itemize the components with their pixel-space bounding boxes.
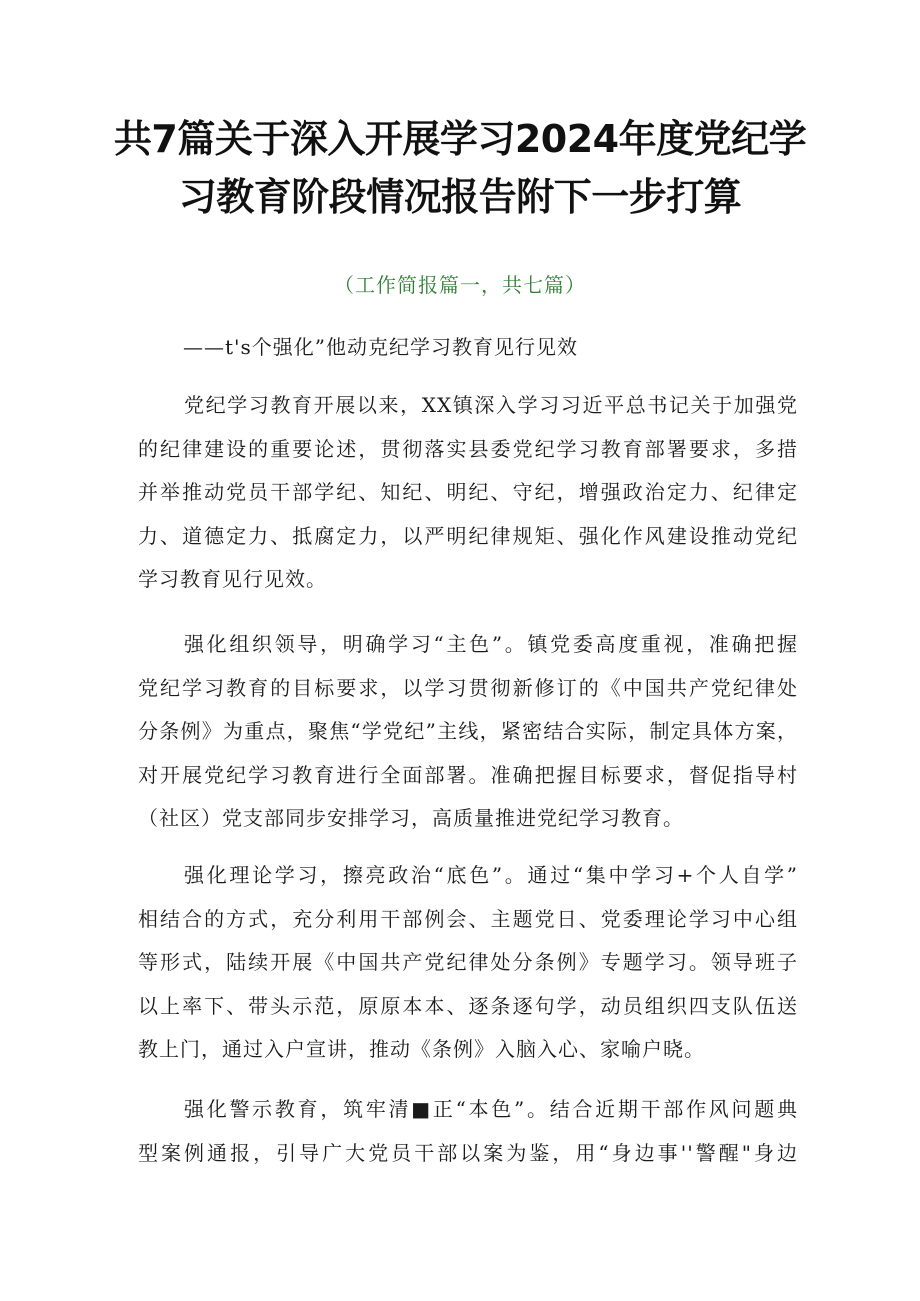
- paragraph-line: 相结合的方式，充分利用干部例会、主题党日、党委理论学习中心组: [138, 906, 798, 931]
- paragraph-line: 并举推动党员干部学纪、知纪、明纪、守纪，增强政治定力、纪律定: [138, 480, 798, 504]
- paragraph-line: 分条例》为重点，聚焦“学党纪”主线，紧密结合实际，制定具体方案，: [138, 719, 798, 743]
- document-subtitle: （工作简报篇一，共七篇）: [334, 273, 586, 297]
- paragraph-intro: [138, 384, 798, 602]
- paragraph-line: 教上门，通过入户宣讲，推动《条例》入脑入心、家喻户晓。: [138, 1037, 705, 1061]
- paragraph-organization: [138, 623, 798, 841]
- title-line: 共7篇关于深入开展学习2024年度党纪学: [113, 117, 807, 161]
- paragraph-line: 学习教育见行见效。: [138, 567, 327, 591]
- paragraph-line: 型案例通报，引导广大党员干部以案为鉴，用“身边事''警醒"身边: [138, 1140, 798, 1165]
- document-tagline: ——t's个强化”他动克纪学习教育见行见效: [183, 335, 579, 359]
- paragraph-warning-education: [138, 1088, 798, 1175]
- paragraph-line: 强化警示教育，筑牢清■正“本色”。结合近期干部作风问题典: [184, 1097, 798, 1121]
- paragraph-line: 以上率下、带头示范，原原本本、逐条逐句学，动员组织四支队伍送: [138, 993, 798, 1018]
- paragraph-line: 强化组织领导，明确学习“主色”。镇党委高度重视，准确把握: [184, 632, 798, 656]
- title-line: 习教育阶段情况报告附下一步打算: [178, 175, 742, 219]
- paragraph-line: （社区）党支部同步安排学习，高质量推进党纪学习教育。: [138, 806, 684, 830]
- paragraph-line: 等形式，陆续开展《中国共产党纪律处分条例》专题学习。领导班子: [138, 950, 798, 974]
- document-title: [100, 110, 820, 226]
- paragraph-line: 党纪学习教育开展以来，XX镇深入学习习近平总书记关于加强党: [184, 393, 798, 417]
- paragraph-line: 对开展党纪学习教育进行全面部署。准确把握目标要求，督促指导村: [138, 762, 798, 787]
- paragraph-line: 的纪律建设的重要论述，贯彻落实县委党纪学习教育部署要求，多措: [138, 436, 798, 461]
- paragraph-line: 党纪学习教育的目标要求，以学习贯彻新修订的《中国共产党纪律处: [138, 675, 798, 700]
- paragraph-theory: [138, 854, 798, 1072]
- paragraph-line: 力、道德定力、抵腐定力，以严明纪律规矩、强化作风建设推动党纪: [138, 523, 798, 548]
- paragraph-line: 强化理论学习，擦亮政治“底色”。通过“集中学习+个人自学”: [184, 863, 798, 887]
